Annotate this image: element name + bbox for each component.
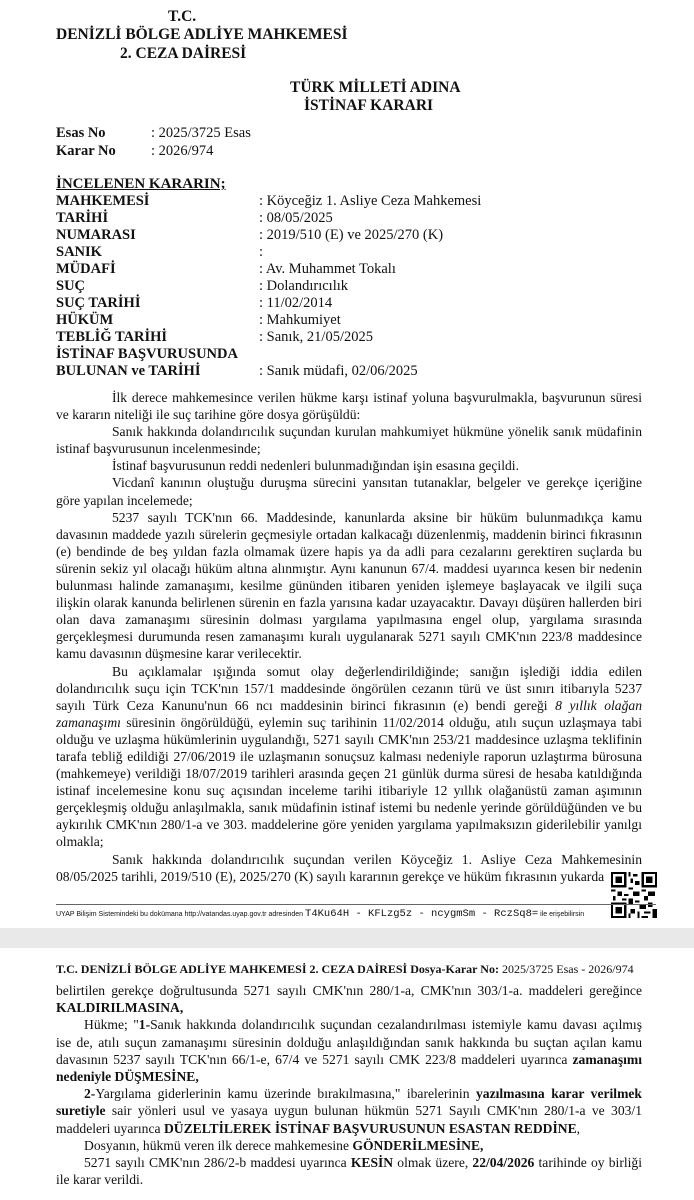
text-span: tarihinde oy birliği ile karar verildi. (56, 1155, 642, 1188)
field-label: SANIK (56, 244, 102, 260)
field-value: : Sanık müdafi, 02/06/2025 (259, 363, 418, 379)
document-page-2 (0, 948, 694, 1200)
bold-text: 1- (138, 1017, 151, 1033)
paragraph: 5237 sayılı TCK'nın 66. Maddesinde, kanunlarda aksine bir hüküm bulunmadıkça kamu davasının maddede yazılı sürelerin geçmesiyle ortadan kalkacağı düzenlenmiş, maddenin birinci fıkrasının (e) bendinde de beş yıldan fazla olmamak üzere hapis ya da adli para cezalarını gerektiren suçlarda bu sürenin sekiz yıl olacağı hüküm altına alınmıştır. Aynı kanunun 67/4. maddesi uyarınca kesen bir nedenin bulunması halinde zamanaşımı, kesilme gününden itibaren yeniden işlemeye başlayacak ve ilgili suça ilişkin olarak kanunda belirlenen sürenin en fazla yarısına kadar uzayacaktır. Davayı düşüren hallerden biri olan dava zamanaşımı süresinin dolması yargılama yapılmasına engel olup, yargılama sırasında gerçekleşmesi durumunda resen zamanaşımı kuralı uygulanarak 5271 sayılı CMK'nın 223/8 maddesince kamu davasının düşmesine karar verilecektir. (56, 509, 642, 662)
paragraph: Sanık hakkında dolandırıcılık suçundan kurulan mahkumiyet hükmüne yönelik sanık müdafinin istinaf başvurusunun incelenmesinde; (56, 424, 642, 457)
field-label: MÜDAFİ (56, 261, 116, 277)
text-span: olmak üzere, (393, 1155, 473, 1171)
page2-header-court: T.C. DENİZLİ BÖLGE ADLİYE MAHKEMESİ 2. CEZA DAİRESİ (56, 962, 408, 976)
field-row (56, 210, 676, 227)
field-value: : Av. Muhammet Tokalı (259, 261, 396, 277)
paragraph: İlk derece mahkemesince verilen hükme karşı istinaf yoluna başvurulmakla, başvurunun süresi ve kararın niteliği ile suç tarihine göre dosya görüşüldü: (56, 390, 642, 423)
text-span: Dosyanın, hükmü veren ilk derece mahkemesine (84, 1137, 353, 1153)
field-label: İSTİNAF BAŞVURUSUNDA (56, 346, 238, 362)
field-value: : 08/05/2025 (259, 210, 333, 226)
paragraph (56, 1085, 642, 1137)
field-label: SUÇ (56, 278, 86, 294)
footer-divider (56, 904, 656, 905)
bold-text: DÜZELTİLEREK İSTİNAF BAŞVURUSUNUN ESASTAN REDDİNE (163, 1120, 577, 1136)
text-span: sair yönleri usul ve yasaya uygun bulunan hükmün 5271 Sayılı CMK'nın 280/1-a ve 303/1 maddeleri uyarınca (56, 1103, 642, 1136)
field-value: : Dolandırıcılık (259, 278, 348, 294)
paragraph (56, 1137, 642, 1154)
text-span: Bu açıklamalar ışığında somut olay değerlendirildiğinde; sanığın işlediği iddia edilen dolandırıcılık suçu için TCK'nın 157/1 maddesinde öngörülen cezanın türü ve üst sınırı itibarıyla 5237 sayılı Türk Ceza Kanunu'nun 66 ncı maddesinin birinci fıkrasının (e) bendi gereği (56, 663, 642, 713)
text-span: belirtilen gerekçe doğrultusunda 5271 sayılı CMK'nın 280/1-a, CMK'nın 303/1-a. maddeleri gereğince (56, 983, 642, 998)
field-label: NUMARASI (56, 227, 136, 243)
field-row (56, 278, 676, 295)
italic-text: 8 yıllık olağan zamanaşımı (56, 697, 642, 730)
field-label: BULUNAN ve TARİHİ (56, 363, 201, 379)
field-row (56, 295, 676, 312)
field-row (56, 193, 676, 210)
text-span: 5271 sayılı CMK'nın 286/2-b maddesi uyarınca (84, 1155, 351, 1171)
verification-code: T4Ku64H - KFLzg5z - ncygmSm - RczSq8= (305, 908, 539, 920)
karar-no-value: : 2026/974 (151, 143, 214, 159)
field-value: : (259, 244, 264, 260)
karar-no-label: Karar No (56, 143, 116, 159)
esas-no-value: : 2025/3725 Esas (151, 125, 251, 141)
paragraph (56, 1154, 642, 1188)
paragraph (56, 663, 642, 851)
field-row (56, 244, 676, 261)
field-label: HÜKÜM (56, 312, 114, 328)
decision-body (56, 389, 642, 885)
header-department: 2. CEZA DAİRESİ (120, 45, 247, 62)
page2-header-value: 2025/3725 Esas - 2026/974 (501, 962, 634, 976)
page2-header (56, 962, 634, 977)
footer-text: UYAP Bilişim Sistemindeki bu dokümana http://vatandas.uyap.gov.tr adresinden (56, 911, 304, 918)
field-value: : Köyceğiz 1. Asliye Ceza Mahkemesi (259, 193, 482, 209)
bold-text: KALDIRILMASINA, (56, 1000, 184, 1016)
reviewed-decision-title: İNCELENEN KARARIN; (56, 176, 226, 192)
text-span: Hükme; " (84, 1017, 139, 1033)
footer-suffix: ile erişebilirsin (540, 911, 585, 918)
paragraph (56, 982, 642, 1016)
field-row (56, 346, 676, 363)
text-span: Yargılama giderlerinin kamu üzerinde bırakılmasına," ibarelerinin (95, 1086, 476, 1102)
paragraph: Vicdanî kanının oluştuğu duruşma sürecini yansıtan tutanaklar, belgeler ve gerekçe içeriğine göre yapılan incelemede; (56, 475, 642, 508)
field-row (56, 261, 676, 278)
bold-text: 2- (84, 1086, 96, 1102)
bold-text: GÖNDERİLMESİNE, (352, 1137, 484, 1153)
field-value: : 11/02/2014 (259, 295, 333, 311)
field-label: TEBLİĞ TARİHİ (56, 329, 168, 345)
esas-no-label: Esas No (56, 125, 106, 141)
field-value: : Sanık, 21/05/2025 (259, 329, 373, 345)
bold-text: KESİN (350, 1155, 394, 1171)
text-span: Sanık hakkında dolandırıcılık suçundan cezalandırılması istemiyle kamu davası açılmış ise de, atılı suçun zamanaşımı süresinin dolduğu anlaşıldığından sanık hakkında bu suçtan açılan kamu davasının 5237 sayılı TCK'nın 66/1-e, 67/4 ve 5271 sayılı CMK 223/8 maddeleri uyarınca (56, 1017, 643, 1067)
bold-text: 22/04/2026 (472, 1155, 535, 1171)
header-tc: T.C. (168, 8, 197, 25)
field-row (56, 329, 676, 346)
page2-header-label: Dosya-Karar No: (410, 962, 499, 976)
field-value: : 2019/510 (E) ve 2025/270 (K) (259, 227, 444, 243)
decision-body-continued (56, 982, 642, 1188)
decision-type-heading: İSTİNAF KARARI (304, 97, 434, 114)
field-value: : Mahkumiyet (259, 312, 341, 328)
qr-code-icon (611, 872, 657, 918)
nation-heading: TÜRK MİLLETİ ADINA (290, 79, 461, 96)
header-court-name: DENİZLİ BÖLGE ADLİYE MAHKEMESİ (56, 26, 348, 43)
field-label: TARİHİ (56, 210, 109, 226)
paragraph (56, 1016, 642, 1085)
field-row (56, 363, 676, 380)
text-span: , (576, 1120, 581, 1136)
field-label: SUÇ TARİHİ (56, 295, 141, 311)
uyap-footer (56, 908, 584, 920)
bold-text: zamanaşımı nedeniyle DÜŞMESİNE, (56, 1051, 642, 1085)
paragraph: İstinaf başvurusunun reddi nedenleri bulunmadığından işin esasına geçildi. (112, 458, 519, 474)
paragraph: Sanık hakkında dolandırıcılık suçundan verilen Köyceğiz 1. Asliye Ceza Mahkemesinin 08/05/2025 tarihli, 2019/510 (E), 2025/270 (K) sayılı kararının gerekçe ve hüküm fıkrasının yukarda (56, 851, 642, 884)
field-row (56, 227, 676, 244)
field-row (56, 312, 676, 329)
text-span: süresinin öngörüldüğü, eylemin suç tarihinin 11/02/2014 olduğu, atılı suçun uzlaşmaya tabi olduğu ve uzlaşma hükümlerinin uygulandığı, 5271 sayılı CMK'nın 253/21 maddesince uzlaşma teklifinin tarafa tebliğ edildiği 27/06/2019 ile uzlaşmanın sonuçsuz kalması nedeniyle raporun uzlaştırma bürosuna (mahkemeye) verildiği 18/07/2019 tarihleri arasında geçen 21 günlük durma süresi de hesaba katıldığında istinaf incelemesine konu suç açısından inceleme tarihi itibariyle 12 yıllık olağanüstü zaman aşımının gerçekleşmiş olduğu anlaşılmakla, sanık müdafinin istinaf istemi bu nedenle yerinde görüldüğünden ve bu aykırılık CMK'nın 280/1-a ve 303. maddelerine göre yeniden yargılama yapılmaksızın giderilebilir yanılgı olmakla; (56, 714, 642, 850)
bold-text: yazılmasına karar verilmek suretiyle (56, 1086, 642, 1119)
field-label: MAHKEMESİ (56, 193, 150, 209)
